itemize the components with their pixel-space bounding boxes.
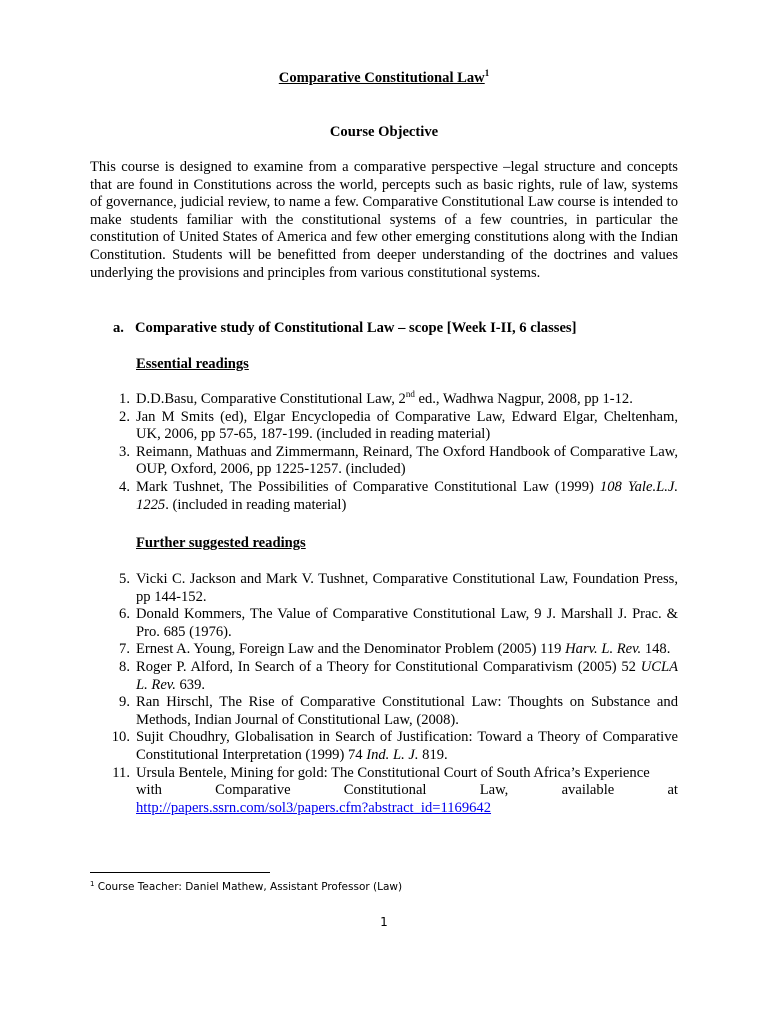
reading-text: Vicki C. Jackson and Mark V. Tushnet, Comparative Constitutional Law, Foundation Press, pp 144-152. [136,571,678,605]
word: at [667,782,678,799]
citation-italic: Ind. L. J. [366,746,419,763]
word: available [561,782,615,799]
reading-text: Ursula Bentele, Mining for gold: The Constitutional Court of South Africa’s Experience [136,764,650,781]
word: Law, [479,782,509,799]
word: Constitutional [343,782,427,799]
reading-number: 3. [119,443,130,460]
reading-item [100,391,678,409]
objective-paragraph: This course is designed to examine from a comparative perspective –legal structure and concepts that are found in Constitutions across the world, percepts such as basic rights, rule of law, systems of governance, judicial review, to name a few. Comparative Constitutional Law course is intended to make students familiar with the constitutional systems of a few countries, in particular the constitution of United States of America and few other emerging constitutions along with the Indian Constitution. Students will be benefitted from deeper understanding of the doctrines and values underlying the provisions and principles from various constitutional systems. [90,159,678,281]
reading-text-tail: . (included in reading material) [165,496,347,513]
ssrn-link[interactable]: http://papers.ssrn.com/sol3/papers.cfm?abstract_id=1169642 [136,799,492,816]
reading-number: 11. [112,764,130,781]
reading-item [100,641,678,659]
reading-text-tail: ed., Wadhwa Nagpur, 2008, pp 1-12. [414,391,633,407]
reading-text: Mark Tushnet, The Possibilities of Comparative Constitutional Law (1999) [136,478,600,495]
citation-italic: 108 Yale.L.J. 1225 [136,478,678,513]
reading-number: 9. [119,694,130,711]
reading-item [100,694,678,729]
section-a-text: Comparative study of Constitutional Law – scope [Week I-II, 6 classes] [135,320,577,336]
reading-text-tail: 148. [641,641,671,658]
title-footnote-mark: 1 [484,68,490,78]
reading-text: D.D.Basu, Comparative Constitutional Law, 2 [136,391,406,407]
reading-number: 7. [119,641,130,658]
reading-item [100,765,678,818]
reading-number: 4. [119,478,130,495]
essential-readings-heading: Essential readings [136,356,249,372]
footnote [90,880,402,894]
reading-item [100,444,678,479]
section-a-heading [113,320,678,338]
reading-number: 5. [119,571,130,587]
reading-item [100,659,678,694]
reading-item [100,729,678,764]
reading-text: Reimann, Mathuas and Zimmermann, Reinard, The Oxford Handbook of Comparative Law, OUP, Oxford, 2006, pp 1225-1257. (included) [136,443,678,478]
document-title [0,70,768,88]
reading-number: 8. [119,658,130,675]
footnote-mark: 1 [90,880,95,888]
reading-number: 1. [119,391,130,407]
justified-line [136,782,678,800]
section-a-label: a. [113,320,124,336]
course-objective-heading: Course Objective [329,124,439,140]
citation-italic: Harv. L. Rev. [565,641,642,658]
page-number: 1 [380,915,388,929]
word: Comparative [215,782,291,799]
reading-item [100,479,678,514]
essential-readings-list [100,391,678,514]
footnote-text: Course Teacher: Daniel Mathew, Assistant Professor (Law) [94,881,403,893]
further-readings-heading: Further suggested readings [136,535,306,551]
reading-number: 6. [119,606,130,623]
reading-text-tail: 639. [175,676,206,693]
reading-text: Sujit Choudhry, Globalisation in Search of Justification: Toward a Theory of Comparative Constitutional Interpretation (1999) 74 [136,729,678,763]
reading-item [100,571,678,606]
title-text: Comparative Constitutional Law [278,70,485,86]
reading-item [100,606,678,641]
reading-item [100,409,678,444]
reading-text: Ran Hirschl, The Rise of Comparative Constitutional Law: Thoughts on Substance and Methods, Indian Journal of Constitutional Law, (2008). [136,694,678,728]
citation-italic: UCLA L. Rev. [136,658,678,693]
reading-text: Roger P. Alford, In Search of a Theory for Constitutional Comparativism (2005) 52 [136,658,641,675]
reading-text: Ernest A. Young, Foreign Law and the Denominator Problem (2005) 119 [136,641,566,658]
word: with [136,782,162,799]
further-readings-list [100,571,678,817]
reading-number: 2. [119,408,130,425]
footnote-divider [90,872,270,873]
superscript: nd [405,389,415,399]
reading-text-tail: 819. [418,746,448,763]
reading-text: Donald Kommers, The Value of Comparative Constitutional Law, 9 J. Marshall J. Prac. & Pro. 685 (1976). [136,606,678,640]
reading-number: 10. [111,729,130,746]
reading-text: Jan M Smits (ed), Elgar Encyclopedia of Comparative Law, Edward Elgar, Cheltenham, UK, 2006, pp 57-65, 187-199. (included in reading material) [136,408,678,443]
